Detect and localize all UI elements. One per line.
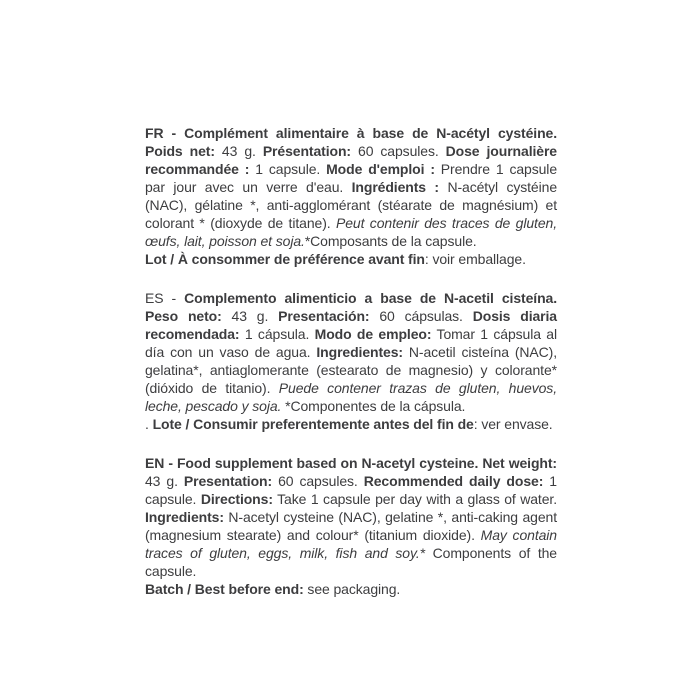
spanish-batch-line: [145, 415, 557, 433]
text-run: Dosis diaria recomendada:: [145, 308, 557, 342]
section-english: [145, 454, 557, 598]
text-run: 1 capsule.: [145, 473, 557, 507]
text-run: Take 1 capsule per day with a glass of water.: [272, 491, 557, 507]
text-run: Dose journalière recommandée :: [145, 143, 557, 177]
text-run: 43 g.: [221, 308, 279, 324]
text-run: May contain traces of gluten, eggs, milk, fish and soy.*: [145, 527, 557, 561]
text-run: Peso neto:: [145, 308, 222, 324]
supplement-label: [145, 124, 557, 619]
text-run: Modo de empleo:: [314, 326, 432, 342]
text-run: 60 cápsulas.: [369, 308, 473, 324]
text-run: Présentation:: [262, 143, 351, 159]
text-run: 43 g.: [214, 143, 263, 159]
text-run: : voir emballage.: [424, 251, 526, 267]
text-run: 1 capsule.: [249, 161, 327, 177]
english-body-paragraph: [145, 454, 557, 580]
text-run: Mode d'emploi :: [326, 161, 435, 177]
text-run: N-acetyl cysteine (NAC), gelatine *, anti-caking agent (magnesium stearate) and colour* (titanium dioxide).: [145, 509, 557, 543]
english-batch-line: [145, 580, 557, 598]
french-batch-line: [145, 250, 557, 268]
text-run: see packaging.: [303, 581, 401, 597]
text-run: N-acétyl cystéine (NAC), gélatine *, anti-agglomérant (stéarate de magnésium) et colorant * (dioxyde de titane).: [145, 179, 557, 231]
text-run: Peut contenir des traces de gluten, œufs, lait, poisson et soja.: [145, 215, 557, 249]
text-run: Puede contener trazas de gluten, huevos, leche, pescado y soja.: [145, 380, 557, 414]
text-run: EN - Food supplement based on N-acetyl cysteine. Net weight:: [145, 455, 557, 471]
text-run: Ingrédients :: [351, 179, 439, 195]
text-run: Lot / À consommer de préférence avant fin: [145, 251, 425, 267]
text-run: ES -: [145, 290, 185, 306]
text-run: 43 g.: [145, 473, 184, 489]
text-run: 60 capsules.: [272, 473, 364, 489]
text-run: Poids net:: [145, 143, 215, 159]
text-run: Components of the capsule.: [145, 545, 557, 579]
text-run: 1 cápsula.: [239, 326, 315, 342]
spanish-body-paragraph: [145, 289, 557, 415]
text-run: 60 capsules.: [350, 143, 446, 159]
text-run: Prendre 1 capsule par jour avec un verre d'eau.: [145, 161, 558, 195]
text-run: Presentación:: [278, 308, 370, 324]
text-run: Tomar 1 cápsula al día con un vaso de agua.: [145, 326, 557, 360]
text-run: Directions:: [200, 491, 273, 507]
text-run: Batch / Best before end:: [145, 581, 304, 597]
french-body-paragraph: [145, 124, 557, 250]
section-spanish: [145, 289, 557, 433]
text-run: : ver envase.: [473, 416, 553, 432]
text-run: Lote / Consumir preferentemente antes del fin de: [152, 416, 474, 432]
text-run: Recommended daily dose:: [363, 473, 544, 489]
text-run: Ingredients:: [145, 509, 224, 525]
text-run: FR - Complément alimentaire à base de N-acétyl cystéine.: [145, 125, 557, 141]
text-run: Ingredientes:: [316, 344, 403, 360]
text-run: .: [145, 416, 153, 432]
section-french: [145, 124, 557, 268]
text-run: Complemento alimenticio a base de N-acetil cisteína.: [184, 290, 557, 306]
text-run: Presentation:: [183, 473, 273, 489]
text-run: N-acetil cisteína (NAC), gelatina*, antiaglomerante (estearato de magnesio) y colorante* (dióxido de titanio).: [145, 344, 557, 396]
text-run: *Composants de la capsule.: [304, 233, 477, 249]
text-run: *Componentes de la cápsula.: [281, 398, 466, 414]
